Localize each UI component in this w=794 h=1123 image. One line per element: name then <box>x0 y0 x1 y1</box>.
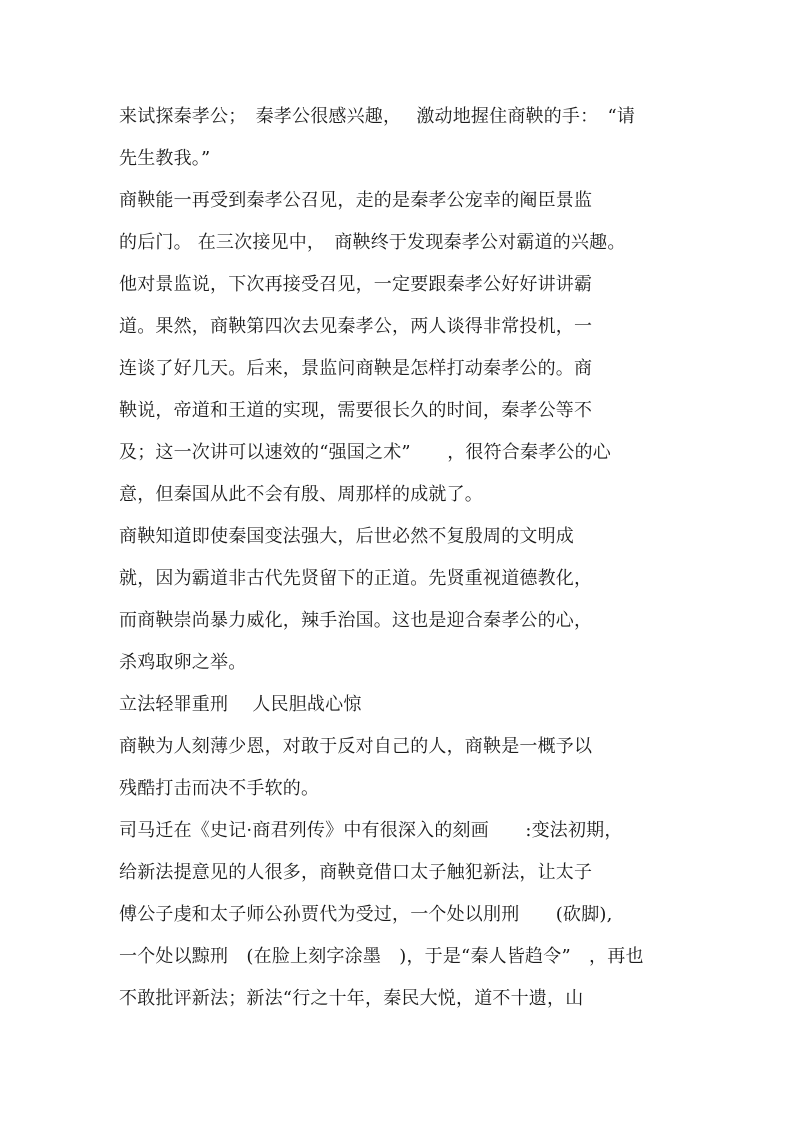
text-line: 给新法提意见的人很多，商鞅竟借口太子触犯新法，让太子 <box>119 862 593 883</box>
text-line: 来试探秦孝公； 秦孝公很感兴趣， 激动地握住商鞅的手： “请 <box>119 106 636 127</box>
section-heading: 立法轻罪重刑 人民胆战心惊 <box>119 694 362 715</box>
text-line: 商鞅能一再受到秦孝公召见，走的是秦孝公宠幸的阉臣景监 <box>119 190 593 211</box>
text-line: 他对景监说，下次再接受召见，一定要跟秦孝公好好讲讲霸 <box>119 274 593 295</box>
text-line: 残酷打击而决不手软的。 <box>119 778 320 799</box>
text-line: 道。果然，商鞅第四次去见秦孝公，两人谈得非常投机，一 <box>119 316 593 337</box>
text-line: 意，但秦国从此不会有殷、周那样的成就了。 <box>119 484 483 505</box>
text-line: 司马迁在《史记·商君列传》中有很深入的刻画 :变法初期， <box>119 820 623 841</box>
text-line: 商鞅知道即使秦国变法强大，后世必然不复殷周的文明成 <box>119 526 574 547</box>
text-line: 而商鞅崇尚暴力威化，辣手治国。这也是迎合秦孝公的心， <box>119 610 593 631</box>
text-line: 一个处以黥刑 (在脸上刻字涂墨 )，于是“秦人皆趋令” ，再也 <box>119 946 644 967</box>
text-line: 先生教我。” <box>119 148 211 169</box>
text-line: 及；这一次讲可以速效的“强国之术” ，很符合秦孝公的心 <box>119 442 612 463</box>
text-line: 的后门。 在三次接见中， 商鞅终于发现秦孝公对霸道的兴趣。 <box>119 232 626 253</box>
text-line: 杀鸡取卵之举。 <box>119 652 247 673</box>
text-line: 就，因为霸道非古代先贤留下的正道。先贤重视道德教化， <box>119 568 593 589</box>
text-line: 不敢批评新法；新法“行之十年，秦民大悦，道不十遗，山 <box>119 988 584 1009</box>
text-line: 商鞅为人刻薄少恩，对敢于反对自己的人，商鞅是一概予以 <box>119 736 593 757</box>
text-line: 连谈了好几天。后来，景监问商鞅是怎样打动秦孝公的。商 <box>119 358 593 379</box>
text-line: 傅公子虔和太子师公孙贾代为受过，一个处以刖刑 (砍脚), <box>119 904 613 925</box>
text-line: 鞅说，帝道和王道的实现，需要很长久的时间，秦孝公等不 <box>119 400 593 421</box>
